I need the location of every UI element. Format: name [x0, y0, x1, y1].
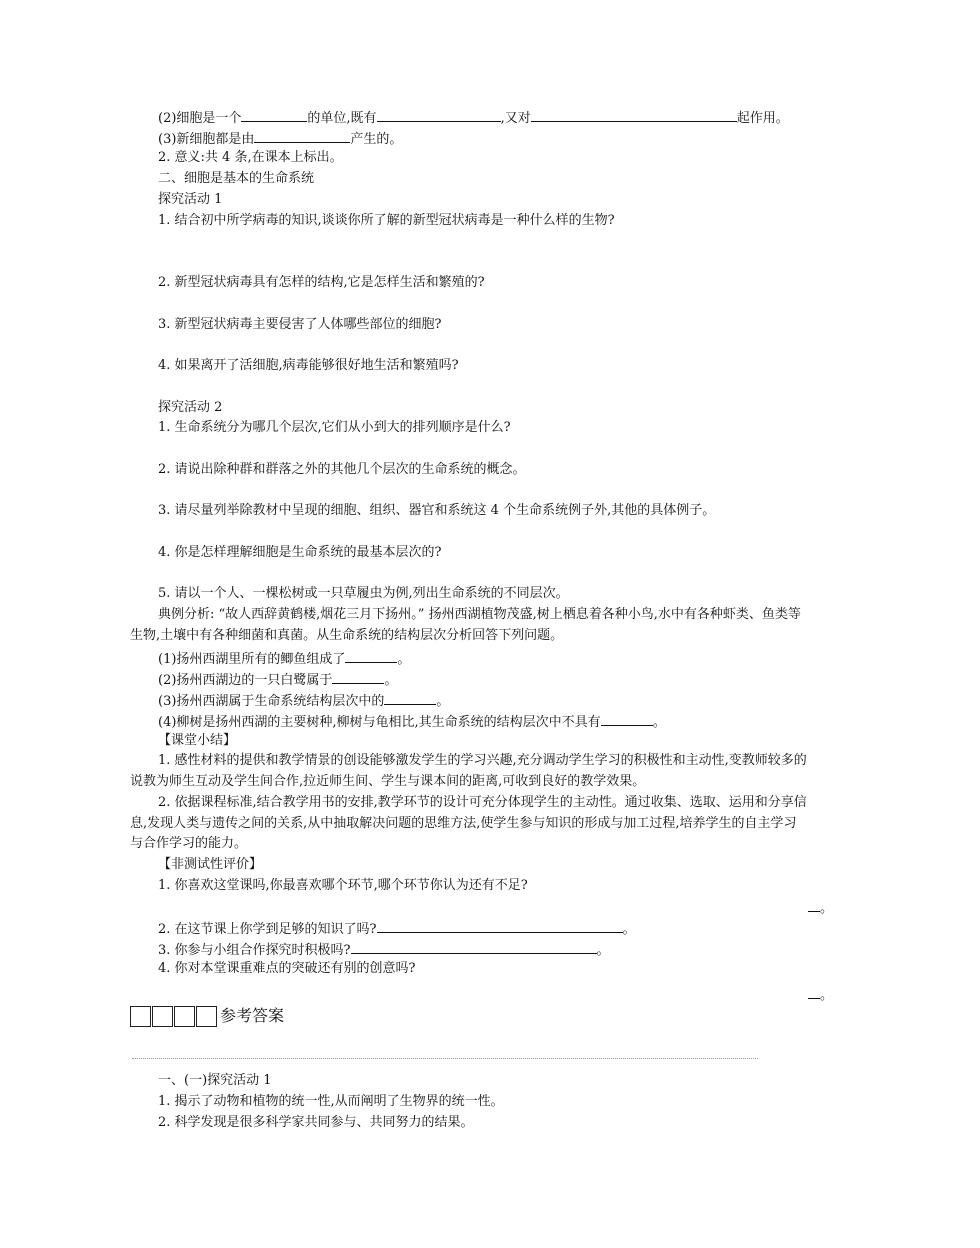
text-segment: (4)柳树是扬州西湖的主要树种,柳树与龟相比,其生命系统的结构层次中不具有: [158, 715, 601, 730]
answer-title: 参考答案: [220, 1006, 285, 1025]
summary-text: 息,发现人类与遗传之间的关系,从中抽取解决问题的思维方法,使学生参与知识的形成与加工过程,培养学生的自主学习: [130, 816, 797, 831]
empty-box: [174, 1006, 195, 1027]
fill-blank[interactable]: [808, 897, 820, 912]
fill-blank[interactable]: [384, 690, 436, 705]
text-segment: 。: [397, 652, 411, 667]
question: 2. 新型冠状病毒具有怎样的结构,它是怎样生活和繁殖的?: [158, 275, 485, 290]
question: 4. 你是怎样理解细胞是生命系统的最基本层次的?: [158, 545, 442, 560]
text-segment: 。: [622, 922, 636, 937]
question: 3. 新型冠状病毒主要侵害了人体哪些部位的细胞?: [158, 317, 442, 332]
question: 4. 你对本堂课重难点的突破还有别的创意吗?: [158, 961, 416, 976]
example-text: 典例分析: “故人西辞黄鹤楼,烟花三月下扬州。” 扬州西湖植物茂盛,树上栖息着各种小鸟,水中有各种虾类、鱼类等: [158, 607, 801, 622]
text-segment: 3. 你参与小组合作探究时积极吗?: [158, 943, 351, 958]
text-segment: 。: [820, 901, 834, 916]
example-text: 生物,土壤中有各种细菌和真菌。从生命系统的结构层次分析回答下列问题。: [130, 628, 564, 643]
fill-blank[interactable]: [351, 939, 597, 954]
fill-blank[interactable]: [808, 984, 820, 999]
fill-blank[interactable]: [345, 648, 397, 663]
text-segment: 。: [436, 694, 450, 709]
fill-blank[interactable]: [254, 128, 350, 143]
question: [158, 939, 610, 960]
summary-text: 1. 感性材料的提供和教学情景的创设能够激发学生的学习兴趣,充分调动学生学习的积极性和主动性,变教师较多的: [158, 753, 807, 768]
section-heading: 【课堂小结】: [158, 733, 237, 748]
sub-question: [158, 690, 449, 711]
fill-blank[interactable]: [332, 669, 384, 684]
answer-text: 1. 揭示了动物和植物的统一性,从而阐明了生物界的统一性。: [158, 1094, 504, 1109]
summary-text: 2. 依据课程标准,结合教学用书的安排,教学环节的设计可充分体现学生的主动性。通过收集、选取、运用和分享信: [158, 795, 807, 810]
section-heading: 二、细胞是基本的生命系统: [158, 171, 315, 186]
text-segment: 。: [596, 943, 610, 958]
question: 1. 你喜欢这堂课吗,你最喜欢哪个环节,哪个环节你认为还有不足?: [158, 878, 528, 893]
text-line: [158, 107, 789, 128]
empty-box: [152, 1006, 173, 1027]
question: [158, 918, 636, 939]
fill-blank[interactable]: [377, 107, 501, 122]
sub-question: [158, 648, 410, 669]
section-heading: 【非测试性评价】: [158, 857, 263, 872]
summary-text: 与合作学习的能力。: [130, 836, 248, 851]
empty-box: [196, 1006, 217, 1027]
text-line: 2. 意义:共 4 条,在课本上标出。: [158, 150, 343, 165]
text-segment: 的单位,既有: [307, 111, 377, 126]
question: 2. 请说出除种群和群落之外的其他几个层次的生命系统的概念。: [158, 462, 526, 477]
text-line: [158, 128, 402, 149]
text-segment: (3)新细胞都是由: [158, 132, 255, 147]
text-segment: 起作用。: [736, 111, 789, 126]
fill-blank[interactable]: [531, 107, 737, 122]
answer-heading: 一、(一)探究活动 1: [158, 1073, 272, 1088]
question: 1. 生命系统分为哪几个层次,它们从小到大的排列顺序是什么?: [158, 420, 511, 435]
fill-blank[interactable]: [241, 107, 307, 122]
fill-blank[interactable]: [601, 711, 653, 726]
fill-blank[interactable]: [377, 918, 623, 933]
answer-line: [808, 897, 833, 918]
text-segment: 。: [652, 715, 666, 730]
activity-heading: 探究活动 1: [158, 192, 223, 207]
text-segment: 产生的。: [350, 132, 403, 147]
answer-line: [808, 984, 833, 1005]
sub-question: [158, 711, 666, 732]
activity-heading: 探究活动 2: [158, 400, 223, 415]
answer-header: [130, 1005, 284, 1027]
text-segment: 。: [820, 988, 834, 1003]
dotted-divider: [132, 1058, 758, 1059]
question: 3. 请尽量列举除教材中呈现的细胞、组织、器官和系统这 4 个生命系统例子外,其他的具体例子。: [158, 503, 716, 518]
text-segment: 2. 在这节课上你学到足够的知识了吗?: [158, 922, 377, 937]
summary-text: 说教为师生互动及学生间合作,拉近师生间、学生与课本间的距离,可收到良好的教学效果。: [130, 774, 646, 789]
question: 1. 结合初中所学病毒的知识,谈谈你所了解的新型冠状病毒是一种什么样的生物?: [158, 213, 615, 228]
text-segment: 。: [384, 673, 398, 688]
empty-box: [130, 1006, 151, 1027]
text-segment: (1)扬州西湖里所有的鲫鱼组成了: [158, 652, 346, 667]
text-segment: ,又对: [500, 111, 531, 126]
text-segment: (3)扬州西湖属于生命系统结构层次中的: [158, 694, 385, 709]
question: 4. 如果离开了活细胞,病毒能够很好地生活和繁殖吗?: [158, 358, 459, 373]
text-segment: (2)扬州西湖边的一只白鹭属于: [158, 673, 333, 688]
text-segment: (2)细胞是一个: [158, 111, 242, 126]
answer-text: 2. 科学发现是很多科学家共同参与、共同努力的结果。: [158, 1115, 474, 1130]
question: 5. 请以一个人、一棵松树或一只草履虫为例,列出生命系统的不同层次。: [158, 586, 569, 601]
sub-question: [158, 669, 397, 690]
